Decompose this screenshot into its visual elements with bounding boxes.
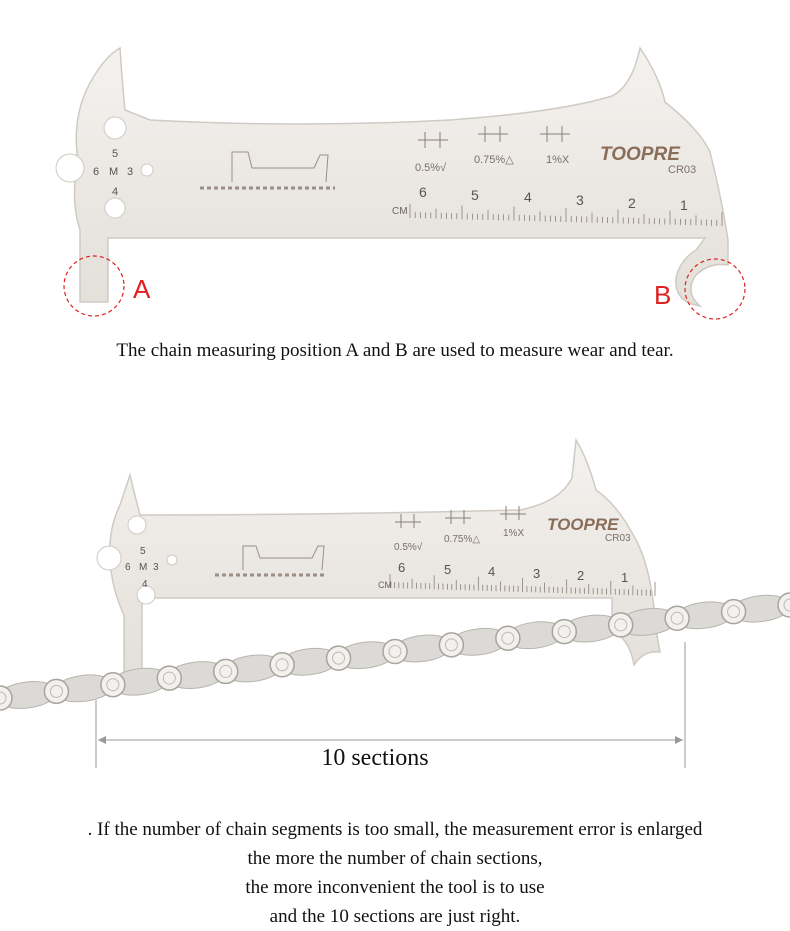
hex-label-5-b: 5: [140, 546, 146, 557]
hex-hole-3: [141, 164, 153, 176]
chain-roller: [496, 626, 520, 650]
tool-body: [74, 48, 728, 306]
chain-checker-tool-top: [0, 0, 790, 330]
hex-hole-5: [104, 117, 126, 139]
bicycle-chain: [0, 585, 790, 711]
caption-bottom-line-4: and the 10 sections are just right.: [269, 906, 521, 927]
brand-logo: TOOPRE: [600, 144, 680, 165]
hex-label-3: 3: [127, 166, 134, 178]
chain-roller: [327, 646, 351, 670]
chain-roller: [101, 673, 125, 697]
ruler-unit-b: CM: [378, 580, 392, 590]
chain-roller: [214, 659, 238, 683]
chain-roller: [157, 666, 181, 690]
hex-hole-4: [105, 198, 125, 218]
arrowhead-right: [675, 736, 683, 744]
wear-label-1: 1%X: [546, 154, 570, 166]
chain-roller: [722, 600, 746, 624]
model-number: CR03: [668, 164, 697, 176]
hex-label-5: 5: [112, 148, 119, 160]
wear-label-05-b: 0.5%√: [394, 542, 423, 553]
wear-label-075: 0.75%△: [474, 154, 514, 166]
scale-num-2-b: 2: [577, 568, 585, 583]
wear-label-075-b: 0.75%△: [444, 534, 481, 545]
hex-hole-5-b: [128, 516, 146, 534]
arrowhead-left: [98, 736, 106, 744]
chain-roller: [609, 613, 633, 637]
chain-roller: [665, 606, 689, 630]
hex-hole-6: [56, 154, 84, 182]
caption-bottom: [0, 815, 790, 931]
scale-num-2: 2: [628, 195, 636, 211]
chain-roller: [439, 633, 463, 657]
measure-label: 10 sections: [321, 745, 429, 771]
marker-a-label: A: [133, 274, 151, 304]
scale-num-3-b: 3: [533, 566, 541, 581]
scale-num-4: 4: [524, 189, 532, 205]
scale-num-5-b: 5: [444, 562, 452, 577]
caption-bottom-line-1: . If the number of chain segments is too small, the measurement error is enlarged: [87, 819, 703, 840]
hex-label-6-b: 6: [125, 562, 131, 573]
scale-num-1-b: 1: [621, 570, 629, 585]
hex-hole-3-b: [167, 555, 177, 565]
chain-roller: [552, 620, 576, 644]
marker-b-label: B: [654, 280, 672, 310]
caption-bottom-line-2: the more the number of chain sections,: [247, 848, 543, 869]
hex-label-4-b: 4: [142, 579, 148, 590]
model-number-b: CR03: [605, 533, 631, 544]
scale-num-3: 3: [576, 192, 584, 208]
caption-top: The chain measuring position A and B are used to measure wear and tear.: [116, 340, 674, 361]
chain-checker-on-chain: [0, 430, 790, 780]
wear-label-1-b: 1%X: [503, 528, 525, 539]
chain-roller: [44, 679, 68, 703]
hex-hole-6-b: [97, 546, 121, 570]
hex-label-m-b: M: [139, 562, 148, 573]
ruler-unit: CM: [392, 206, 408, 217]
scale-num-5: 5: [471, 187, 479, 203]
scale-num-1: 1: [680, 197, 688, 213]
scale-num-6-b: 6: [398, 560, 406, 575]
chain-roller: [270, 653, 294, 677]
caption-bottom-line-3: the more inconvenient the tool is to use: [245, 877, 545, 898]
wear-label-05: 0.5%√: [415, 162, 447, 174]
chain-roller: [383, 640, 407, 664]
hex-label-m: M: [109, 166, 119, 178]
hex-label-6: 6: [93, 166, 100, 178]
scale-num-6: 6: [419, 184, 427, 200]
brand-logo-b: TOOPRE: [547, 515, 619, 534]
hex-label-3-b: 3: [153, 562, 159, 573]
hex-label-4: 4: [112, 186, 119, 198]
scale-num-4-b: 4: [488, 564, 496, 579]
